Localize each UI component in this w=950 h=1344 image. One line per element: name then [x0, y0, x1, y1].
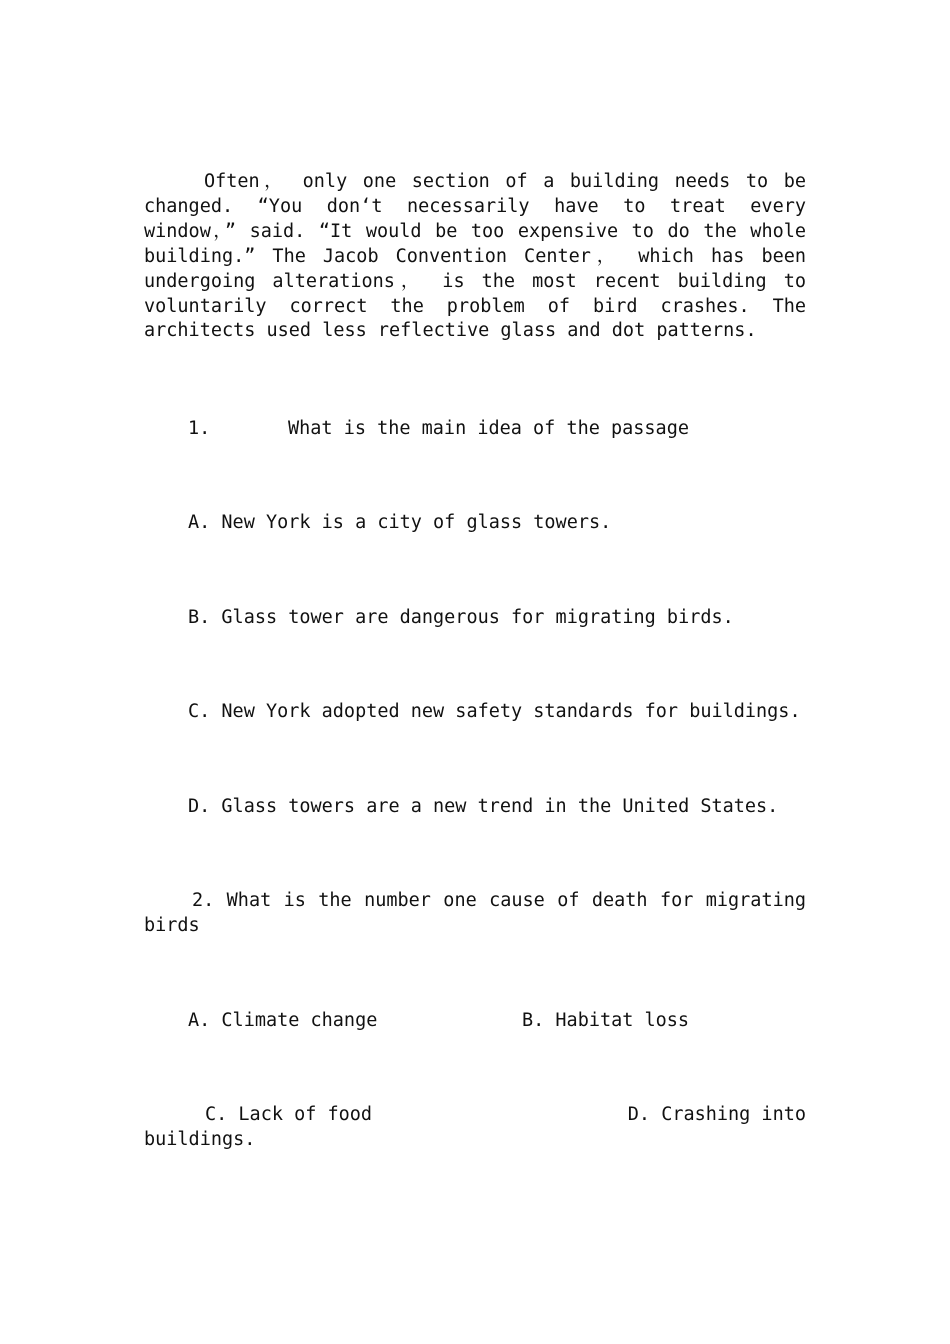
- question-1-text: What is the main idea of the passage: [288, 418, 689, 439]
- question-1-option-b: B. Glass tower are dangerous for migrating birds.: [188, 607, 734, 628]
- question-2-option-c: C. Lack of food: [205, 1104, 373, 1125]
- question-2-option-a: A. Climate change: [188, 1010, 378, 1031]
- question-2-option-b: B. Habitat loss: [522, 1010, 690, 1031]
- question-1-option-d: D. Glass towers are a new trend in the United States.: [188, 796, 779, 817]
- question-1-option-a: A. New York is a city of glass towers.: [188, 512, 612, 533]
- question-2-option-d-continued: buildings.: [144, 1129, 256, 1150]
- question-1-number: 1.: [188, 418, 211, 439]
- reading-passage: Often， only one section of a building needs to be changed. “You don‘t necessarily have to treat every window，” said. “It would be too expensive to do the whole building.” The Jacob Convention Center， which has been undergoing alterations， is the most recent building to voluntarily correct the problem of bird crashes. The architects used less reflective glass and dot patterns.: [144, 171, 806, 342]
- question-1-option-c: C. New York adopted new safety standards for buildings.: [188, 701, 801, 722]
- question-2: 2. What is the number one cause of death for migrating birds: [144, 890, 806, 936]
- question-1: [188, 416, 689, 441]
- question-2-option-d: D. Crashing into: [627, 1104, 806, 1125]
